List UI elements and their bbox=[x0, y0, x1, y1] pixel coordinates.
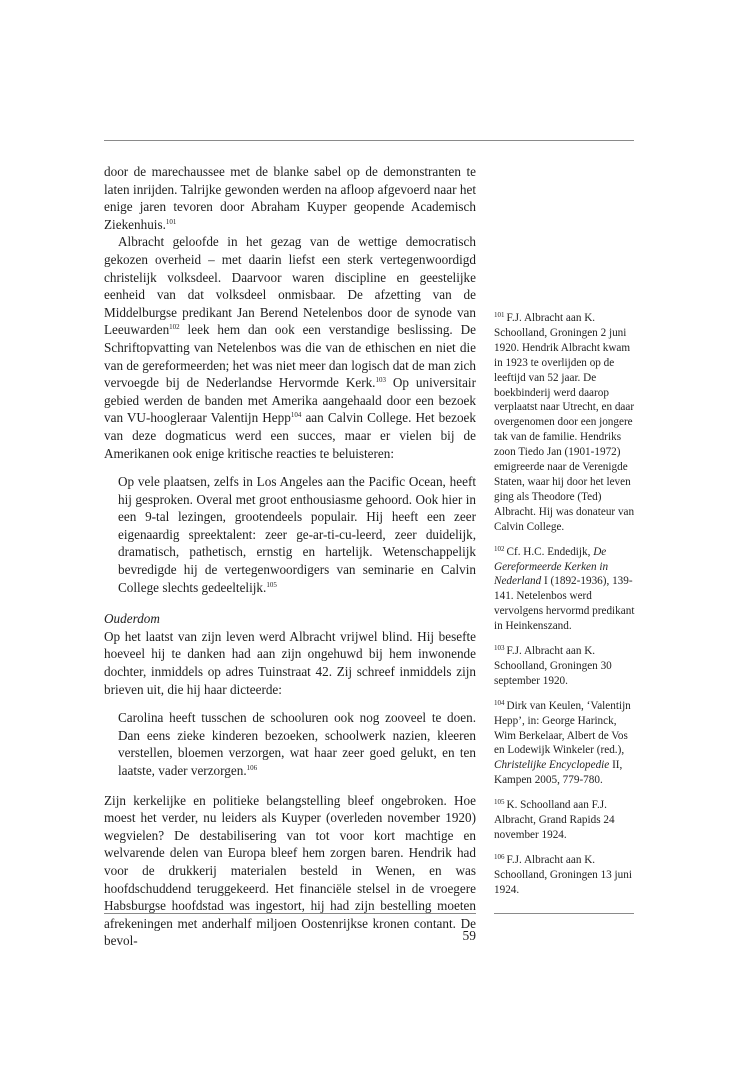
header-rule bbox=[104, 140, 634, 141]
footnote-106: $^{106}$ F.J. Albracht aan K. Schoolland, Groningen 13 juni 1924. bbox=[494, 852, 632, 896]
paragraph-4: Zijn kerkelijke en politieke belangstelling bleef ongebroken. Hoe moest het verder, nu leiders als Kuyper (overleden november 1920) wegvielen? De destabilisering van tot voor kort machtige en welvarende delen van Europa bleef hem zorgen baren. Hendrik had voor de drukkerij materialen besteld in Wenen, en was hoofdschuddend teruggekeerd. Het financiële stelsel in de vroegere Habsburgse hoofdstad was ingestort, hij had zijn bestelling moeten afrekeningen met anderhalf miljoen Oostenrijkse kronen contant. De bevol- bbox=[104, 792, 476, 949]
footer-rule-notes bbox=[494, 913, 634, 914]
paragraph-3: Op het laatst van zijn leven werd Albracht vrijwel blind. Hij besefte hoeveel hij te danken had aan zijn ongehuwd bij hem inwonende dochter, inmiddels op adres Tuinstraat 42. Zij schreef inmiddels zijn brieven uit, die hij haar dicteerde: bbox=[104, 628, 476, 697]
block-quote-1: Op vele plaatsen, zelfs in Los Angeles aan the Pacific Ocean, heeft hij gesproken. Overal met groot enthousiasme gehoord. Ook hier in een 9-tal lezingen, grootendeels populair. Hij heeft een zeer eigenaardig spreektalent: zeer ge-ar-ti-cu-leerd, zeer duidelijk, dramatisch, pathetisch, ernstig en hartelijk. Wetenschappelijk bevredigde hij de vertegenwoordigers van seminarie en Calvin College slechts gedeeltelijk.$^{105}$ bbox=[118, 474, 476, 595]
footnote-ref-103[interactable]: 103 bbox=[375, 376, 386, 385]
page-number: 59 bbox=[462, 928, 476, 943]
block-quote-2: Carolina heeft tusschen de schooluren ook nog zooveel te doen. Dan eens zieke kinderen bezoeken, schoolwerk nazien, kleeren verstellen, bloemen verzorgen, wat haar zeer goed gelukt, en ten laatste, vader verzorgen.$^{106}$ bbox=[118, 710, 476, 778]
footnote-ref-104[interactable]: 104 bbox=[290, 411, 302, 420]
footnote-ref-105[interactable]: 105 bbox=[266, 580, 277, 589]
footnote-102: $^{102}$ Cf. H.C. Endedijk, De Gereformeerde Kerken in Nederland I (1892-1936), 139-141. Netelenbos werd vervolgens hervormd predikant in Heinkenszand. bbox=[494, 544, 635, 633]
footnote-ref-102[interactable]: 102 bbox=[169, 323, 180, 332]
paragraph-2: Albracht geloofde in het gezag van de wettige democratisch gekozen overheid – met daarin liefst een sterk vertegenwoordigd christelijk volksdeel. Daarvoor waren discipline en geestelijke eenheid van dat volksdeel onmisbaar. De afzetting van de Middelburgse predikant Jan Berend Netelenbos door de synode van Leeuwarden$^{102}$ leek hem dan ook een verstandige beslissing. De Schriftopvatting van Netelenbos was die van de ethischen en niet die van de gereformeerden; het was niet meer dan logisch dat de man zich vervoegde bij de Nederlandse Hervormde Kerk.$^{103}$ Op universitair gebied werden de banden met Amerika aangehaald door een bezoek van VU-hoogleraar Valentijn Hepp$^{104}$ aan Calvin College. Het bezoek van deze dogmaticus werd een succes, maar er vielen bij de Amerikanen ook enige kritische reacties te beluisteren: bbox=[104, 234, 476, 461]
footnote-101: $^{101}$ F.J. Albracht aan K. Schoolland, Groningen 2 juni 1920. Hendrik Albracht kwam in 1923 te overlijden op de leeftijd van 52 jaar. De boekbinderij werd daarop verplaatst naar Utrecht, en daar overgenomen door een jongere tak van de familie. Hendriks zoon Tiedo Jan (1901-1972) emigreerde naar de Verenigde Staten, waar hij door het leven ging als Theodore (Ted) Albracht. Hij was donateur van Calvin College. bbox=[494, 311, 635, 533]
footnotes-column bbox=[494, 311, 637, 908]
paragraph-1: door de marechaussee met de blanke sabel op de demonstranten te laten inrijden. Talrijke gewonden werden na afloop afgevoerd naar het enige jaren tevoren door Abraham Kuyper geopende Academisch Ziekenhuis.$^{101}$ bbox=[104, 164, 476, 232]
section-heading: Ouderdom bbox=[104, 611, 160, 627]
footer-rule-main bbox=[104, 913, 476, 914]
footnote-ref-101[interactable]: 101 bbox=[165, 217, 177, 226]
main-text-column bbox=[104, 163, 476, 950]
footnote-103: $^{103}$ F.J. Albracht aan K. Schoolland, Groningen 30 september 1920. bbox=[494, 644, 612, 687]
footnote-105: $^{105}$ K. Schoolland aan F.J. Albracht, Grand Rapids 24 november 1924. bbox=[494, 798, 615, 841]
footnote-ref-106[interactable]: 106 bbox=[246, 764, 258, 772]
footnote-104: $^{104}$ Dirk van Keulen, ‘Valentijn Hepp’, in: George Harinck, Wim Berkelaar, Albert de Vos en Lodewijk Winkeler (red.), Christelijke Encyclopedie II, Kampen 2005, 779-780. bbox=[494, 698, 631, 787]
